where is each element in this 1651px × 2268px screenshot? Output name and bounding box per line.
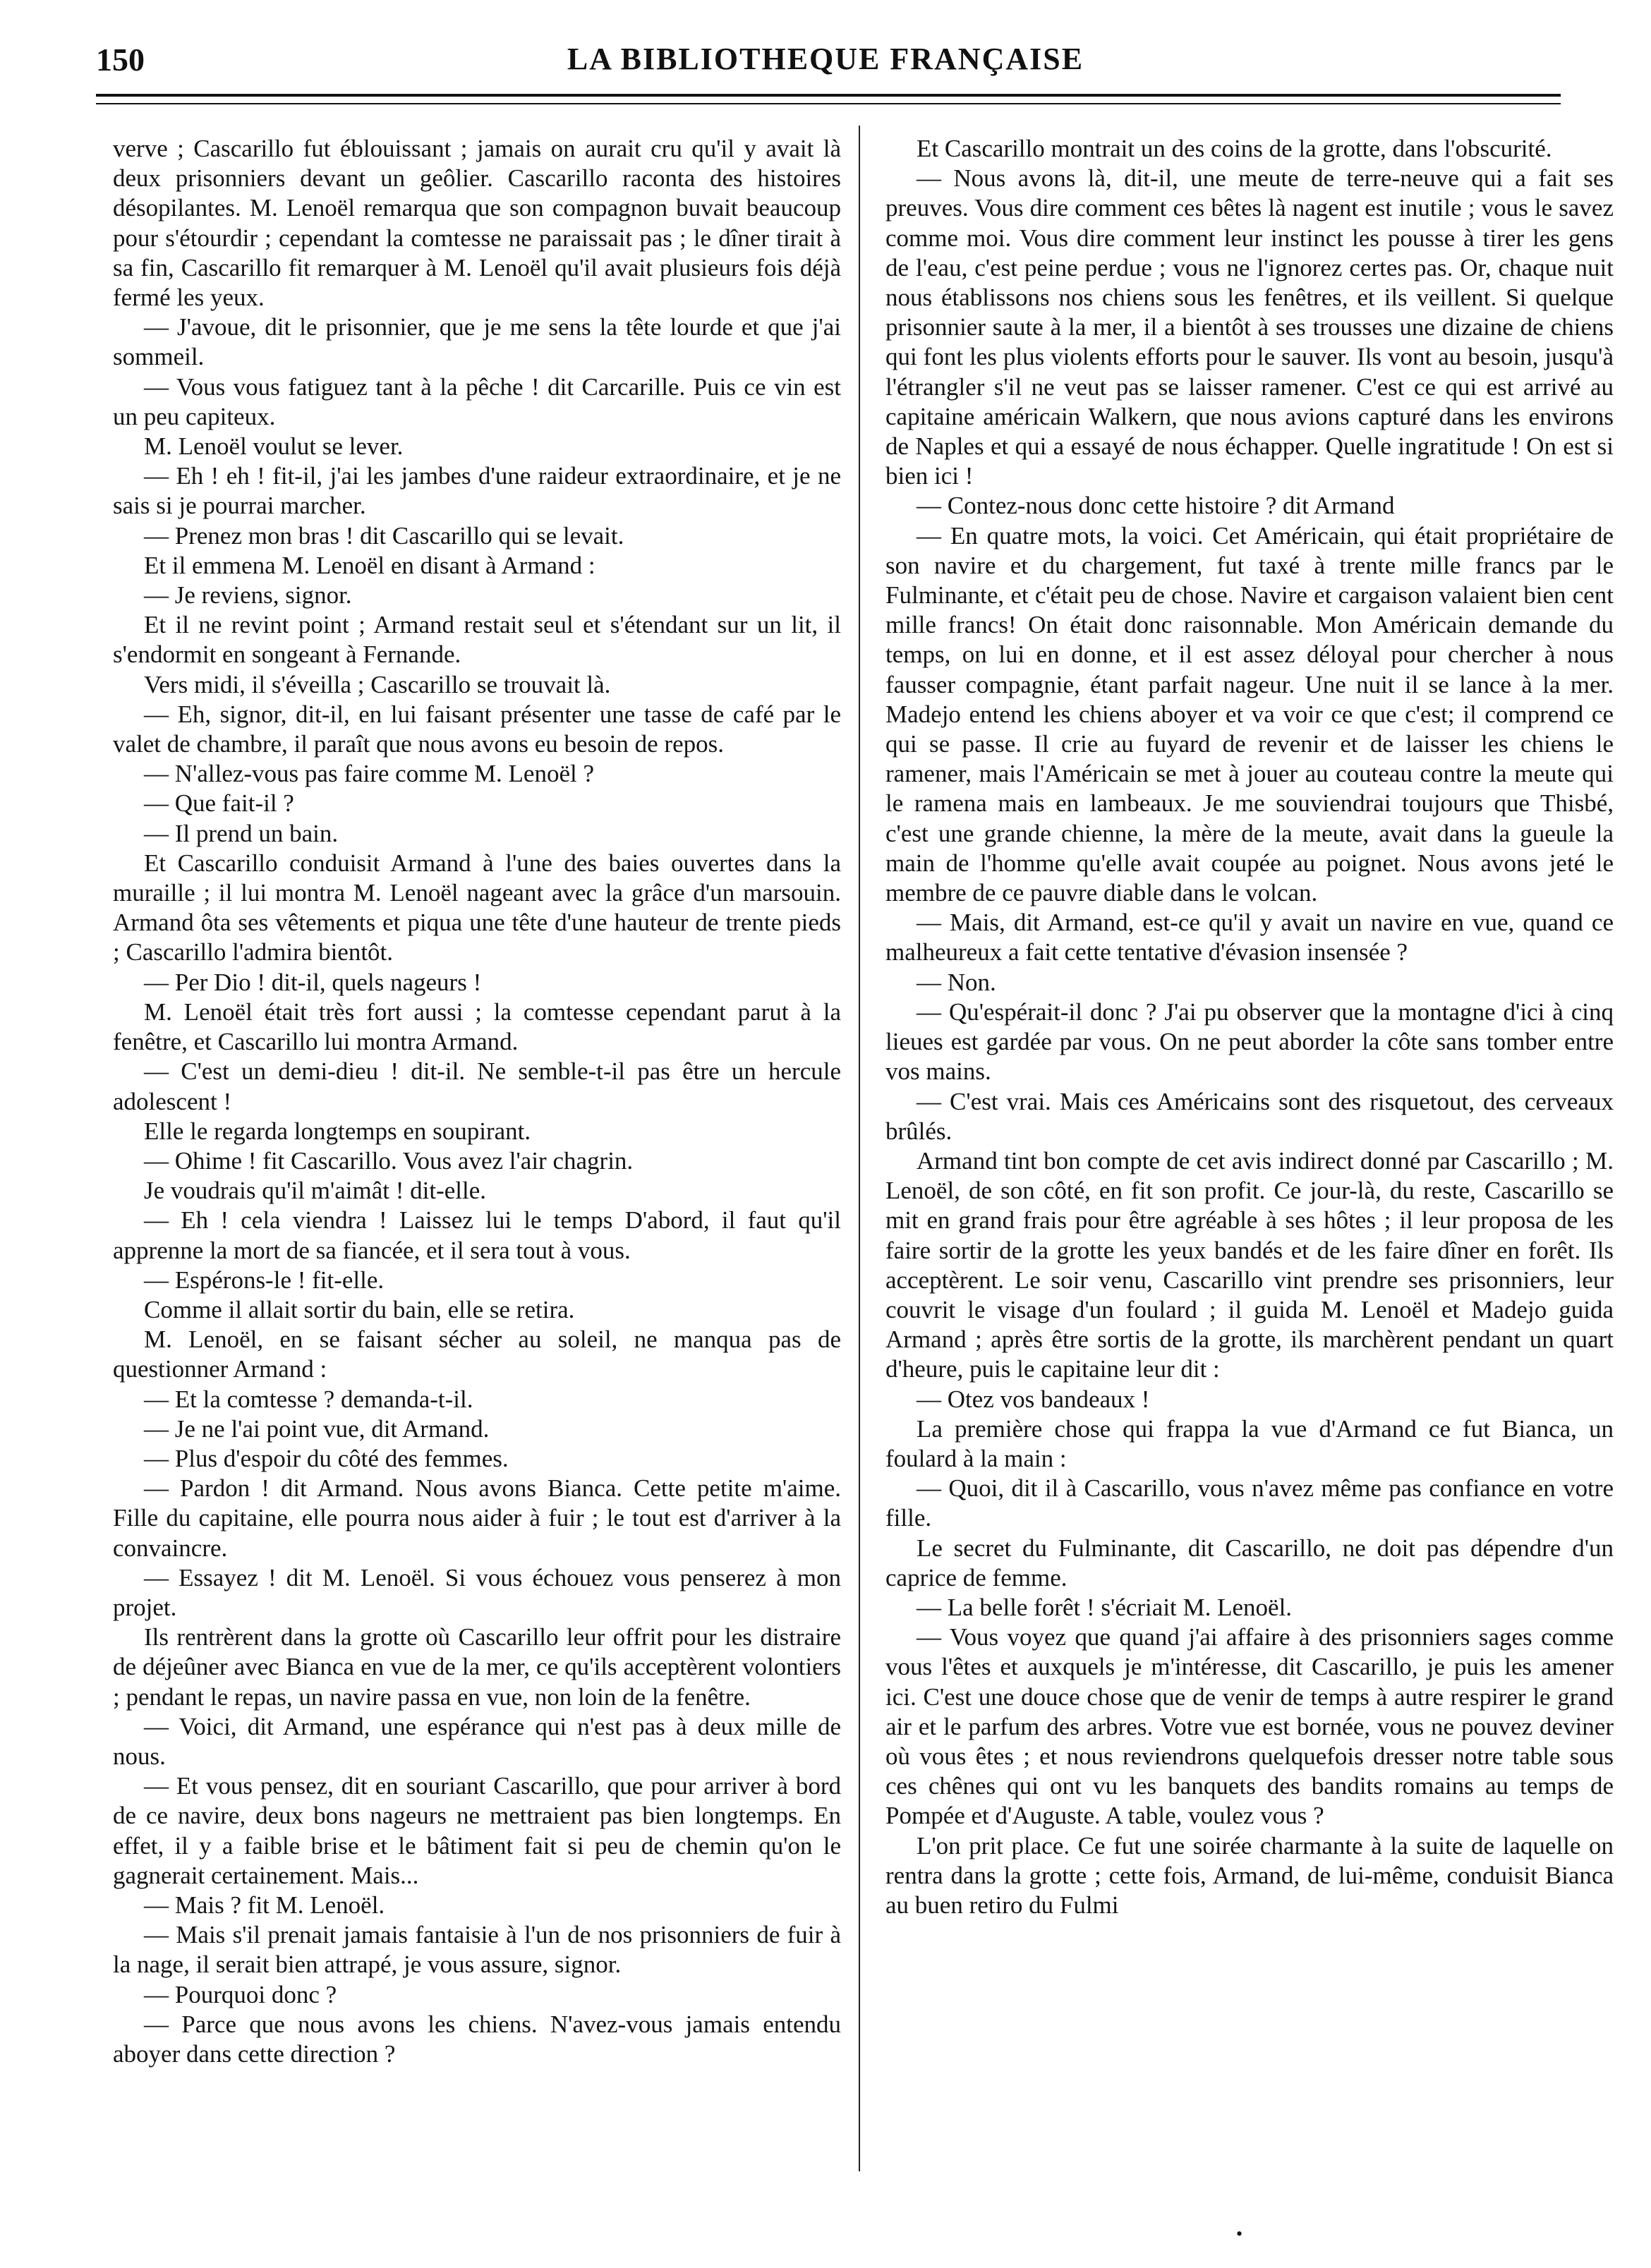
left-paragraph: — Ohime ! fit Cascarillo. Vous avez l'air chagrin. <box>144 1146 634 1175</box>
right-paragraph: — En quatre mots, la voici. Cet Américain, qui était propriétaire de son navire et du chargement, fut taxé à trente mille francs par le Fulminante, et c'était peu de chose. Navire et cargaison valaient bien cent mille francs! On était donc raisonnable. Mon Américain demande du temps, on lui en donne, et il est assez déloyal pour chercher à nous fausser compagnie, étant parfait nageur. Une nuit il se lance à la mer. Madejo entend les chiens aboyer et va voir ce que c'est; il comprend ce qui se passe. Il crie au fuyard de revenir et de laisser les chiens le ramener, mais l'Américain se met à jouer au couteau contre la meute qui le ramena mais en lambeaux. Je me souviendrai toujours que Thisbé, c'est une grande chienne, la mère de la meute, avait dans la gueule la main de l'homme qu'elle avait coupée au poignet. Nous avons jeté le membre de ce pauvre diable dans le volcan. <box>885 521 1614 907</box>
left-paragraph: Et il emmena M. Lenoël en disant à Armand : <box>144 551 595 579</box>
left-paragraph: — Plus d'espoir du côté des femmes. <box>144 1444 509 1472</box>
left-paragraph: — Essayez ! dit M. Lenoël. Si vous échouez vous penserez à mon projet. <box>113 1563 841 1621</box>
left-paragraph: Comme il allait sortir du bain, elle se retira. <box>144 1295 575 1323</box>
running-title: LA BIBLIOTHEQUE FRANÇAISE <box>567 42 1084 76</box>
left-paragraph: — C'est un demi-dieu ! dit-il. Ne semble-t-il pas être un hercule adolescent ! <box>113 1057 841 1115</box>
left-paragraph: Vers midi, il s'éveilla ; Cascarillo se trouvait là. <box>144 670 611 698</box>
left-paragraph: — Il prend un bain. <box>144 819 339 847</box>
right-paragraph: — Non. <box>917 968 996 996</box>
right-paragraph: — La belle forêt ! s'écriait M. Lenoël. <box>917 1593 1293 1621</box>
left-paragraph: — Je ne l'ai point vue, dit Armand. <box>144 1414 490 1443</box>
right-paragraph: — Contez-nous donc cette histoire ? dit Armand <box>917 492 1395 520</box>
left-paragraph: — Voici, dit Armand, une espérance qui n'est pas à deux mille de nous. <box>113 1712 841 1770</box>
page-number: 150 <box>96 42 145 78</box>
left-paragraph: — J'avoue, dit le prisonnier, que je me sens la tête lourde et que j'ai sommeil. <box>113 313 841 371</box>
left-paragraph: — Mais ? fit M. Lenoël. <box>144 1891 385 1919</box>
left-paragraph: — N'allez-vous pas faire comme M. Lenoël ? <box>144 760 595 788</box>
left-paragraph: — Pourquoi donc ? <box>144 1980 337 2008</box>
right-paragraph: L'on prit place. Ce fut une soirée charmante à la suite de laquelle on rentra dans la grotte ; cette fois, Armand, de lui-même, conduisit Bianca au buen retiro du Fulmi <box>885 1831 1614 1919</box>
right-paragraph: Le secret du Fulminante, dit Cascarillo, ne doit pas dépendre d'un caprice de femme. <box>885 1534 1614 1591</box>
right-paragraph: — C'est vrai. Mais ces Américains sont des risquetout, des cerveaux brûlés. <box>885 1087 1614 1145</box>
column-divider <box>859 126 860 2171</box>
left-paragraph: — Et vous pensez, dit en souriant Cascarillo, que pour arriver à bord de ce navire, deux bons nageurs ne mettraient pas bien longtemps. En effet, il y a faible brise et le bâtiment fait si peu de chemin qu'on le gagnerait certainement. Mais... <box>113 1772 841 1889</box>
left-column <box>113 134 841 2069</box>
right-paragraph: — Qu'espérait-il donc ? J'ai pu observer que la montagne d'ici à cinq lieues est gardée par vous. On ne peut aborder la côte sans tomber entre vos mains. <box>885 997 1614 1086</box>
left-paragraph: — Per Dio ! dit-il, quels nageurs ! <box>144 968 482 996</box>
left-paragraph: Et Cascarillo conduisit Armand à l'une des baies ouvertes dans la muraille ; il lui montra M. Lenoël nageant avec la grâce d'un marsouin. Armand ôta ses vêtements et piqua une tête d'une hauteur de trente pieds ; Cascarillo l'admira bientôt. <box>113 849 841 966</box>
left-paragraph: M. Lenoël était très fort aussi ; la comtesse cependant parut à la fenêtre, et Cascarillo lui montra Armand. <box>113 997 841 1056</box>
header-rule <box>96 94 1561 97</box>
right-column <box>885 134 1614 1920</box>
right-paragraph: — Otez vos bandeaux ! <box>917 1385 1150 1413</box>
left-paragraph: — Eh ! cela viendra ! Laissez lui le temps D'abord, il faut qu'il apprenne la mort de sa fiancée, et il sera tout à vous. <box>113 1206 841 1264</box>
right-paragraph: — Vous voyez que quand j'ai affaire à des prisonniers sages comme vous l'êtes et auxquels je m'intéresse, dit Cascarillo, je puis les amener ici. C'est une douce chose que de venir de temps à autre respirer le grand air et le parfum des arbres. Votre vue est bornée, vous ne pouvez deviner où vous êtes ; et nous reviendrons quelquefois dresser notre table sous ces chênes qui ont vu les banquets des bandits romains au temps de Pompée et d'Auguste. A table, voulez vous ? <box>885 1623 1614 1830</box>
left-paragraph: — Eh ! eh ! fit-il, j'ai les jambes d'une raideur extraordinaire, et je ne sais si je pourrai marcher. <box>113 462 841 520</box>
left-paragraph: — Espérons-le ! fit-elle. <box>144 1266 385 1294</box>
left-paragraph: — Pardon ! dit Armand. Nous avons Bianca. Cette petite m'aime. Fille du capitaine, elle pourra nous aider à fuir ; le tout est d'arriver à la convaincre. <box>113 1474 841 1562</box>
left-paragraph: Je voudrais qu'il m'aimât ! dit-elle. <box>144 1177 486 1205</box>
header-rule-thin <box>96 103 1561 104</box>
right-paragraph: — Nous avons là, dit-il, une meute de terre-neuve qui a fait ses preuves. Vous dire comment ces bêtes là nagent est inutile ; vous le savez comme moi. Vous dire comment leur instinct les pousse à tirer les gens de l'eau, c'est peine perdue ; vous ne l'ignorez certes pas. Or, chaque nuit nous établissons nos chiens sous les fenêtres, et ils veillent. Si quelque prisonnier saute à la mer, il a bientôt à ses trousses une dizaine de chiens qui font les plus violents efforts pour le sauver. Ils vont au besoin, jusqu'à l'étrangler s'il ne veut pas se laisser ramener. C'est ce qui est arrivé au capitaine américain Walkern, que nous avions capturé dans les environs de Naples et qui a essayé de nous échapper. Quelle ingratitude ! On est si bien ici ! <box>885 164 1614 490</box>
left-paragraph: — Que fait-il ? <box>144 789 294 818</box>
footer-mark: • <box>1236 2224 1243 2244</box>
left-paragraph: Elle le regarda longtemps en soupirant. <box>144 1117 531 1145</box>
left-paragraph: Et il ne revint point ; Armand restait seul et s'étendant sur un lit, il s'endormit en songeant à Fernande. <box>113 611 841 669</box>
right-paragraph: — Quoi, dit il à Cascarillo, vous n'avez même pas confiance en votre fille. <box>885 1474 1614 1532</box>
left-paragraph: — Eh, signor, dit-il, en lui faisant présenter une tasse de café par le valet de chambre, il paraît que nous avons eu besoin de repos. <box>113 700 841 758</box>
left-paragraph: verve ; Cascarillo fut éblouissant ; jamais on aurait cru qu'il y avait là deux prisonniers devant un geôlier. Cascarillo raconta des histoires désopilantes. M. Lenoël remarqua que son compagnon buvait beaucoup pour s'étourdir ; cependant la comtesse ne paraissait pas ; le dîner tirait à sa fin, Cascarillo fit remarquer à M. Lenoël qu'il avait plusieurs fois déjà fermé les yeux. <box>113 135 841 312</box>
right-paragraph: La première chose qui frappa la vue d'Armand ce fut Bianca, un foulard à la main : <box>885 1414 1614 1472</box>
left-paragraph: M. Lenoël, en se faisant sécher au soleil, ne manqua pas de questionner Armand : <box>113 1326 841 1383</box>
left-paragraph: — Vous vous fatiguez tant à la pêche ! dit Carcarille. Puis ce vin est un peu capiteux. <box>113 372 841 430</box>
right-paragraph: Armand tint bon compte de cet avis indirect donné par Cascarillo ; M. Lenoël, de son côté, en fit son profit. Ce jour-là, du reste, Cascarillo se mit en grand frais pour être agréable à ses hôtes ; il leur proposa de les faire sortir de la grotte les yeux bandés et de les faire dîner en forêt. Ils acceptèrent. Le soir venu, Cascarillo vint prendre ses prisonniers, leur couvrit le visage d'un foulard ; il guida M. Lenoël et Madejo guida Armand ; après être sortis de la grotte, ils marchèrent pendant un quart d'heure, puis le capitaine leur dit : <box>885 1146 1614 1383</box>
left-paragraph: — Et la comtesse ? demanda-t-il. <box>144 1385 473 1413</box>
left-paragraph: — Prenez mon bras ! dit Cascarillo qui se levait. <box>144 521 624 550</box>
left-paragraph: Ils rentrèrent dans la grotte où Cascarillo leur offrit pour les distraire de déjeûner avec Bianca en vue de la mer, ce qu'ils acceptèrent volontiers ; pendant le repas, un navire passa en vue, non loin de la fenêtre. <box>113 1623 841 1711</box>
right-paragraph: Et Cascarillo montrait un des coins de la grotte, dans l'obscurité. <box>917 135 1552 162</box>
left-paragraph: — Je reviens, signor. <box>144 581 352 610</box>
left-paragraph: — Parce que nous avons les chiens. N'avez-vous jamais entendu aboyer dans cette direction ? <box>113 2010 841 2068</box>
left-paragraph: M. Lenoël voulut se lever. <box>144 432 404 461</box>
left-paragraph: — Mais s'il prenait jamais fantaisie à l'un de nos prisonniers de fuir à la nage, il serait bien attrapé, je vous assure, signor. <box>113 1921 841 1979</box>
right-paragraph: — Mais, dit Armand, est-ce qu'il y avait un navire en vue, quand ce malheureux a fait cette tentative d'évasion insensée ? <box>885 909 1614 966</box>
